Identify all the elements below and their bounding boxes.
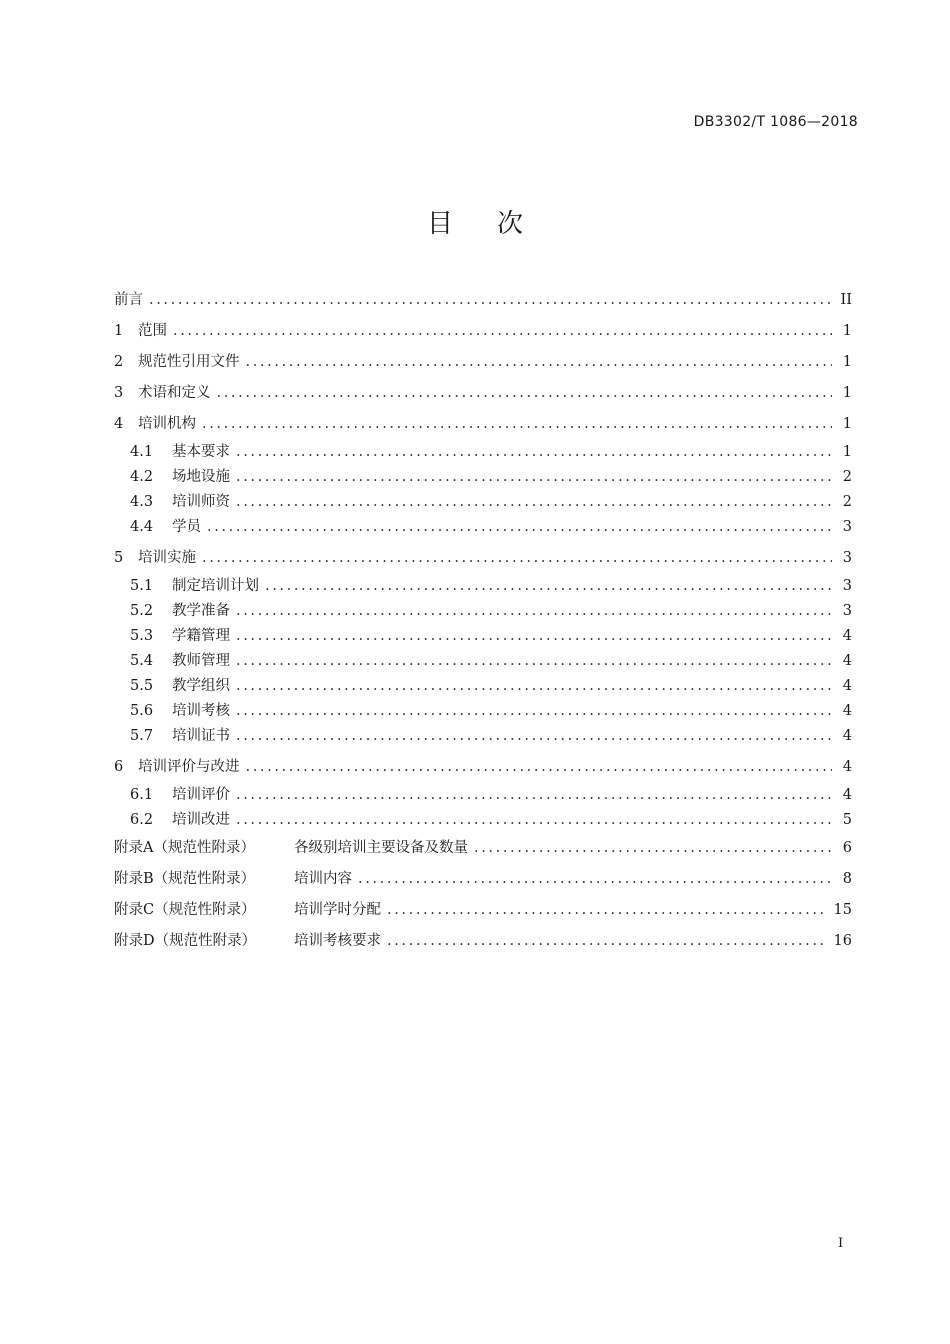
toc-entry-page: 3: [842, 603, 852, 619]
toc-entry-number: 附录B（规范性附录）: [114, 871, 256, 887]
toc-leader-dots: [236, 649, 832, 674]
toc-entry-number: 5.4: [130, 653, 154, 669]
toc-entry-page: 8: [842, 871, 852, 887]
toc-entry-number: 6: [114, 759, 124, 775]
toc-entry-title: 规范性引用文件: [138, 354, 240, 370]
toc-leader-dots: [207, 515, 832, 540]
toc-entry-number: 4: [114, 416, 124, 432]
toc-entry-number: 4.3: [130, 494, 154, 510]
toc-entry-number: 4.2: [130, 469, 154, 485]
toc-leader-dots: [236, 490, 832, 515]
toc-entry-number: 5.1: [130, 578, 154, 594]
toc-entry-number: 6.2: [130, 812, 154, 828]
toc-entry-number: 5.5: [130, 678, 154, 694]
document-code: DB3302/T 1086—2018: [693, 114, 858, 130]
toc-entry-page: 5: [842, 812, 852, 828]
toc-leader-dots: [236, 624, 832, 649]
toc-entry[interactable]: [114, 543, 852, 574]
toc-entry[interactable]: [114, 378, 852, 409]
toc-entry-title: 培训师资: [172, 494, 230, 510]
toc-entry-number: 附录D（规范性附录）: [114, 933, 257, 949]
toc-leader-dots: [236, 783, 832, 808]
toc-entry-number: 4.1: [130, 444, 154, 460]
toc-entry-title: 教学组织: [172, 678, 230, 694]
toc-entry-number: 2: [114, 354, 124, 370]
toc-entry-page: 1: [842, 354, 852, 370]
toc-leader-dots: [202, 543, 832, 574]
toc-entry[interactable]: [114, 285, 852, 316]
toc-entry[interactable]: [114, 926, 852, 957]
toc-entry-page: 2: [842, 494, 852, 510]
toc-entry-number: 5.2: [130, 603, 154, 619]
toc-entry-page: 1: [842, 416, 852, 432]
toc-entry[interactable]: [114, 649, 852, 674]
toc-entry-page: 4: [842, 728, 852, 744]
toc-leader-dots: [236, 674, 832, 699]
toc-entry-page: 4: [842, 628, 852, 644]
toc-entry-page: 4: [842, 787, 852, 803]
toc-entry-page: 1: [842, 444, 852, 460]
page-number: I: [838, 1236, 844, 1251]
toc-entry-number: 附录C（规范性附录）: [114, 902, 256, 918]
toc-entry[interactable]: [114, 752, 852, 783]
toc-leader-dots: [236, 599, 832, 624]
toc-entry-page: 16: [833, 933, 852, 949]
toc-entry-page: 4: [842, 678, 852, 694]
toc-entry-number: 附录A（规范性附录）: [114, 840, 255, 856]
toc-entry-title: 前言: [114, 292, 143, 308]
toc-entry-page: 4: [842, 653, 852, 669]
toc-entry[interactable]: [114, 864, 852, 895]
toc-entry[interactable]: [114, 699, 852, 724]
toc-entry[interactable]: [114, 724, 852, 749]
toc-leader-dots: [246, 752, 833, 783]
toc-entry-page: 1: [842, 385, 852, 401]
toc-entry[interactable]: [114, 674, 852, 699]
toc-entry-title: 培训实施: [138, 550, 196, 566]
toc-leader-dots: [149, 285, 832, 316]
toc-entry-number: 5.7: [130, 728, 154, 744]
toc-entry-number: 3: [114, 385, 124, 401]
toc-entry-title: 学籍管理: [172, 628, 230, 644]
toc-entry[interactable]: [114, 895, 852, 926]
toc-entry-title: 范围: [138, 323, 167, 339]
toc-entry-title: 培训学时分配: [294, 902, 381, 918]
toc-entry[interactable]: [114, 515, 852, 540]
toc-leader-dots: [387, 895, 828, 926]
toc-leader-dots: [236, 724, 832, 749]
toc-entry[interactable]: [114, 599, 852, 624]
toc-entry-number: 6.1: [130, 787, 154, 803]
toc-entry-title: 场地设施: [172, 469, 230, 485]
toc-entry-page: 1: [842, 323, 852, 339]
toc-leader-dots: [202, 409, 832, 440]
toc-entry-title: 各级别培训主要设备及数量: [294, 840, 468, 856]
toc-entry-number: 5.6: [130, 703, 154, 719]
toc-entry-title: 制定培训计划: [172, 578, 259, 594]
toc-entry[interactable]: [114, 465, 852, 490]
table-of-contents: [114, 285, 852, 957]
toc-entry-number: 1: [114, 323, 124, 339]
toc-entry-title: 基本要求: [172, 444, 230, 460]
toc-entry-page: 3: [842, 519, 852, 535]
toc-entry-title: 术语和定义: [138, 385, 211, 401]
toc-entry-number: 4.4: [130, 519, 154, 535]
toc-entry[interactable]: [114, 574, 852, 599]
toc-entry-page: II: [840, 292, 852, 308]
toc-entry-title: 教学准备: [172, 603, 230, 619]
toc-entry-title: 培训考核要求: [294, 933, 381, 949]
toc-leader-dots: [387, 926, 828, 957]
toc-leader-dots: [236, 699, 832, 724]
toc-entry-title: 培训证书: [172, 728, 230, 744]
toc-leader-dots: [265, 574, 832, 599]
toc-entry[interactable]: [114, 624, 852, 649]
toc-entry[interactable]: [114, 833, 852, 864]
toc-entry-page: 4: [842, 703, 852, 719]
toc-leader-dots: [173, 316, 832, 347]
toc-entry[interactable]: [114, 347, 852, 378]
toc-entry[interactable]: [114, 409, 852, 440]
toc-entry-number: 5.3: [130, 628, 154, 644]
toc-entry[interactable]: [114, 316, 852, 347]
page-title: 目次: [426, 209, 567, 239]
toc-entry[interactable]: [114, 490, 852, 515]
toc-entry-number: 5: [114, 550, 124, 566]
toc-entry-page: 2: [842, 469, 852, 485]
toc-leader-dots: [474, 833, 832, 864]
toc-entry-page: 3: [842, 550, 852, 566]
toc-entry-page: 6: [842, 840, 852, 856]
toc-entry-title: 培训改进: [172, 812, 230, 828]
toc-leader-dots: [217, 378, 833, 409]
toc-entry-page: 4: [842, 759, 852, 775]
toc-entry-title: 培训考核: [172, 703, 230, 719]
toc-leader-dots: [236, 808, 832, 833]
toc-entry-title: 培训评价与改进: [138, 759, 240, 775]
toc-entry[interactable]: [114, 440, 852, 465]
toc-entry[interactable]: [114, 808, 852, 833]
toc-leader-dots: [246, 347, 833, 378]
toc-entry[interactable]: [114, 783, 852, 808]
toc-entry-page: 15: [833, 902, 852, 918]
toc-entry-title: 培训机构: [138, 416, 196, 432]
toc-leader-dots: [236, 465, 832, 490]
toc-entry-title: 教师管理: [172, 653, 230, 669]
toc-leader-dots: [236, 440, 832, 465]
toc-entry-page: 3: [842, 578, 852, 594]
toc-entry-title: 学员: [172, 519, 201, 535]
toc-leader-dots: [358, 864, 832, 895]
toc-entry-title: 培训内容: [294, 871, 352, 887]
toc-entry-title: 培训评价: [172, 787, 230, 803]
